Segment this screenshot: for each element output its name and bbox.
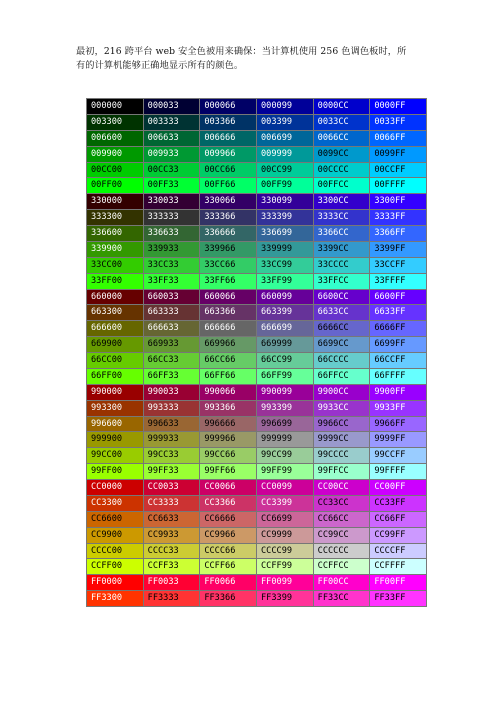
color-cell: 003399 <box>257 115 314 131</box>
color-cell: 66FF99 <box>257 369 314 385</box>
color-cell: 990099 <box>257 385 314 401</box>
color-cell: FF3300 <box>87 591 144 607</box>
color-cell: 669999 <box>257 337 314 353</box>
color-cell: 00FF33 <box>144 178 201 194</box>
color-cell: 009900 <box>87 147 144 163</box>
color-cell: 000099 <box>257 99 314 115</box>
color-cell: 0066FF <box>370 131 427 147</box>
color-cell: FF00CC <box>314 575 371 591</box>
color-cell: 00FFFF <box>370 178 427 194</box>
color-cell: 33FF99 <box>257 274 314 290</box>
color-cell: 6633CC <box>314 305 371 321</box>
color-cell: 33CC99 <box>257 258 314 274</box>
color-cell: 3366CC <box>314 226 371 242</box>
color-cell: FF0000 <box>87 575 144 591</box>
color-cell: 99FFCC <box>314 464 371 480</box>
color-cell: CCFF99 <box>257 559 314 575</box>
color-cell: 0033FF <box>370 115 427 131</box>
color-cell: 0000CC <box>314 99 371 115</box>
color-cell: 33FF33 <box>144 274 201 290</box>
color-cell: CCCC66 <box>200 544 257 560</box>
color-cell: 663399 <box>257 305 314 321</box>
color-cell: 00FFCC <box>314 178 371 194</box>
color-cell: CC6666 <box>200 512 257 528</box>
color-cell: 990000 <box>87 385 144 401</box>
color-cell: 33FFCC <box>314 274 371 290</box>
color-cell: 999999 <box>257 432 314 448</box>
color-cell: FF3366 <box>200 591 257 607</box>
color-cell: FF0033 <box>144 575 201 591</box>
color-cell: 666633 <box>144 321 201 337</box>
color-cell: 006699 <box>257 131 314 147</box>
color-cell: 6699CC <box>314 337 371 353</box>
color-cell: 00CC33 <box>144 163 201 179</box>
color-cell: CC9966 <box>200 528 257 544</box>
color-cell: 660033 <box>144 290 201 306</box>
color-cell: 00CC00 <box>87 163 144 179</box>
color-cell: CC3300 <box>87 496 144 512</box>
color-cell: 33CC33 <box>144 258 201 274</box>
color-cell: 333399 <box>257 210 314 226</box>
color-cell: 66CC00 <box>87 353 144 369</box>
color-cell: 330000 <box>87 194 144 210</box>
color-cell: 9966CC <box>314 417 371 433</box>
color-cell: 336633 <box>144 226 201 242</box>
color-cell: FF33CC <box>314 591 371 607</box>
color-cell: CC33FF <box>370 496 427 512</box>
color-cell: 993300 <box>87 401 144 417</box>
color-cell: CC6600 <box>87 512 144 528</box>
color-cell: 000033 <box>144 99 201 115</box>
color-cell: 99CCFF <box>370 448 427 464</box>
color-cell: 33CC00 <box>87 258 144 274</box>
color-cell: 0099FF <box>370 147 427 163</box>
color-cell: 999933 <box>144 432 201 448</box>
color-cell: 99CC66 <box>200 448 257 464</box>
color-cell: CC33CC <box>314 496 371 512</box>
color-cell: 330066 <box>200 194 257 210</box>
color-cell: 66FFFF <box>370 369 427 385</box>
color-cell: 00CC66 <box>200 163 257 179</box>
color-cell: CCCCFF <box>370 544 427 560</box>
color-cell: 999900 <box>87 432 144 448</box>
color-cell: 99FF33 <box>144 464 201 480</box>
color-cell: 336600 <box>87 226 144 242</box>
color-cell: 333333 <box>144 210 201 226</box>
color-cell: 33CCFF <box>370 258 427 274</box>
color-cell: 66FF00 <box>87 369 144 385</box>
color-cell: 663333 <box>144 305 201 321</box>
color-cell: CCFFCC <box>314 559 371 575</box>
color-cell: 33CCCC <box>314 258 371 274</box>
color-cell: 99FF66 <box>200 464 257 480</box>
color-cell: 333366 <box>200 210 257 226</box>
color-cell: 6699FF <box>370 337 427 353</box>
color-cell: FF0066 <box>200 575 257 591</box>
color-cell: CCFF66 <box>200 559 257 575</box>
color-cell: FF33FF <box>370 591 427 607</box>
color-cell: 660099 <box>257 290 314 306</box>
color-cell: 3366FF <box>370 226 427 242</box>
color-cell: CC0033 <box>144 480 201 496</box>
color-cell: CCFF33 <box>144 559 201 575</box>
color-cell: 66CCCC <box>314 353 371 369</box>
color-cell: 66FFCC <box>314 369 371 385</box>
color-cell: 996600 <box>87 417 144 433</box>
color-cell: CC3399 <box>257 496 314 512</box>
color-cell: 0099CC <box>314 147 371 163</box>
color-cell: CC66CC <box>314 512 371 528</box>
color-cell: 336666 <box>200 226 257 242</box>
color-cell: 00CC99 <box>257 163 314 179</box>
color-cell: 993333 <box>144 401 201 417</box>
color-cell: CC00CC <box>314 480 371 496</box>
color-cell: 6600FF <box>370 290 427 306</box>
color-cell: 990033 <box>144 385 201 401</box>
color-cell: 66FF66 <box>200 369 257 385</box>
color-cell: 6633FF <box>370 305 427 321</box>
color-cell: 0066CC <box>314 131 371 147</box>
color-cell: CC66FF <box>370 512 427 528</box>
color-cell: CCCC00 <box>87 544 144 560</box>
color-cell: 339966 <box>200 242 257 258</box>
color-cell: 00CCFF <box>370 163 427 179</box>
color-cell: 003333 <box>144 115 201 131</box>
intro-line-1: 最初，216 跨平台 web 安全色被用来确保：当计算机使用 256 色调色板时，所 <box>76 46 407 57</box>
color-cell: CC6633 <box>144 512 201 528</box>
color-cell: CC0066 <box>200 480 257 496</box>
color-cell: CCCCCC <box>314 544 371 560</box>
color-cell: 996633 <box>144 417 201 433</box>
color-cell: 99CCCC <box>314 448 371 464</box>
color-cell: 33CC66 <box>200 258 257 274</box>
color-cell: 999966 <box>200 432 257 448</box>
color-cell: 993399 <box>257 401 314 417</box>
color-cell: 66CC66 <box>200 353 257 369</box>
color-cell: 009999 <box>257 147 314 163</box>
color-cell: 99CC00 <box>87 448 144 464</box>
intro-line-2: 有的计算机能够正确地显示所有的颜色。 <box>76 60 244 71</box>
color-cell: CC6699 <box>257 512 314 528</box>
color-cell: 3333CC <box>314 210 371 226</box>
color-cell: 9900FF <box>370 385 427 401</box>
color-cell: 33FF66 <box>200 274 257 290</box>
color-cell: 990066 <box>200 385 257 401</box>
color-cell: 00FF66 <box>200 178 257 194</box>
color-cell: CCCC99 <box>257 544 314 560</box>
color-cell: 3333FF <box>370 210 427 226</box>
color-cell: CCFFFF <box>370 559 427 575</box>
color-cell: 339900 <box>87 242 144 258</box>
color-cell: 6666CC <box>314 321 371 337</box>
color-cell: CC0000 <box>87 480 144 496</box>
color-cell: 3399CC <box>314 242 371 258</box>
color-cell: 33FFFF <box>370 274 427 290</box>
color-cell: 996699 <box>257 417 314 433</box>
color-cell: CCCC33 <box>144 544 201 560</box>
color-cell: 996666 <box>200 417 257 433</box>
color-cell: 009933 <box>144 147 201 163</box>
color-cell: 9933CC <box>314 401 371 417</box>
color-cell: FF0099 <box>257 575 314 591</box>
color-cell: 339933 <box>144 242 201 258</box>
color-cell: FF00FF <box>370 575 427 591</box>
color-cell: 6600CC <box>314 290 371 306</box>
color-cell: FF3333 <box>144 591 201 607</box>
color-cell: 993366 <box>200 401 257 417</box>
color-cell: 66CC99 <box>257 353 314 369</box>
color-cell: CC9933 <box>144 528 201 544</box>
color-cell: CC99CC <box>314 528 371 544</box>
color-cell: 99FFFF <box>370 464 427 480</box>
color-cell: 666699 <box>257 321 314 337</box>
color-cell: 330033 <box>144 194 201 210</box>
color-cell: CC99FF <box>370 528 427 544</box>
color-cell: FF3399 <box>257 591 314 607</box>
color-cell: 9966FF <box>370 417 427 433</box>
color-cell: 009966 <box>200 147 257 163</box>
color-cell: 00FF99 <box>257 178 314 194</box>
color-cell: 9933FF <box>370 401 427 417</box>
color-cell: 9999FF <box>370 432 427 448</box>
color-cell: 3300CC <box>314 194 371 210</box>
color-cell: 660000 <box>87 290 144 306</box>
color-cell: 3399FF <box>370 242 427 258</box>
color-cell: 006666 <box>200 131 257 147</box>
intro-paragraph <box>76 45 428 73</box>
color-cell: 336699 <box>257 226 314 242</box>
color-cell: 00CCCC <box>314 163 371 179</box>
color-cell: 666666 <box>200 321 257 337</box>
color-cell: 006600 <box>87 131 144 147</box>
color-cell: 000000 <box>87 99 144 115</box>
color-cell: 99CC99 <box>257 448 314 464</box>
color-cell: 0000FF <box>370 99 427 115</box>
color-cell: 006633 <box>144 131 201 147</box>
color-cell: 99CC33 <box>144 448 201 464</box>
color-cell: 9999CC <box>314 432 371 448</box>
color-cell: CC3333 <box>144 496 201 512</box>
color-cell: CC9900 <box>87 528 144 544</box>
color-cell: 99FF99 <box>257 464 314 480</box>
color-cell: 00FF00 <box>87 178 144 194</box>
color-cell: 333300 <box>87 210 144 226</box>
color-cell: 33FF00 <box>87 274 144 290</box>
color-cell: 66CCFF <box>370 353 427 369</box>
color-cell: 660066 <box>200 290 257 306</box>
color-cell: 339999 <box>257 242 314 258</box>
color-cell: 66FF33 <box>144 369 201 385</box>
color-cell: 003366 <box>200 115 257 131</box>
color-cell: CC00FF <box>370 480 427 496</box>
color-cell: 6666FF <box>370 321 427 337</box>
color-cell: 669966 <box>200 337 257 353</box>
color-cell: 669933 <box>144 337 201 353</box>
color-cell: 666600 <box>87 321 144 337</box>
color-cell: 0033CC <box>314 115 371 131</box>
color-cell: 669900 <box>87 337 144 353</box>
color-cell: 663366 <box>200 305 257 321</box>
color-cell: 66CC33 <box>144 353 201 369</box>
color-cell: 99FF00 <box>87 464 144 480</box>
color-cell: 663300 <box>87 305 144 321</box>
color-cell: 330099 <box>257 194 314 210</box>
color-cell: 3300FF <box>370 194 427 210</box>
color-cell: CC0099 <box>257 480 314 496</box>
web-safe-color-table <box>86 98 427 607</box>
color-cell: 003300 <box>87 115 144 131</box>
color-cell: 000066 <box>200 99 257 115</box>
color-cell: CC9999 <box>257 528 314 544</box>
color-cell: CC3366 <box>200 496 257 512</box>
color-cell: 9900CC <box>314 385 371 401</box>
color-cell: CCFF00 <box>87 559 144 575</box>
